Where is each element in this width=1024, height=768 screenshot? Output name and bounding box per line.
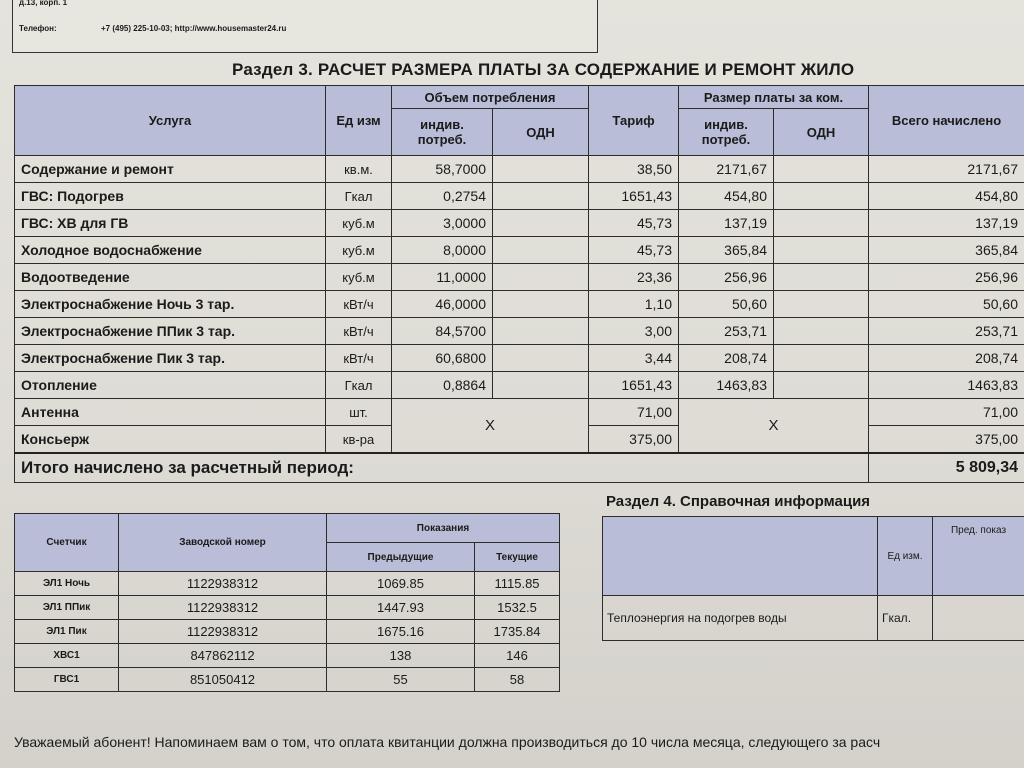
- col-tariff: Тариф: [589, 86, 679, 156]
- table-row: [15, 372, 1024, 399]
- contact-info-box: [12, 0, 598, 53]
- col-ref-unit: Ед изм.: [878, 517, 933, 596]
- payment-odn-cell: [774, 291, 869, 318]
- meter-curr: 58: [475, 668, 560, 692]
- service-name: Отопление: [15, 372, 326, 399]
- tariff-value: 71,00: [589, 399, 679, 426]
- volume-odn-cell: [493, 237, 589, 264]
- table-row: [15, 318, 1024, 345]
- volume-value: 46,0000: [392, 291, 493, 318]
- col-readings: Показания: [327, 514, 560, 543]
- meter-serial: 847862112: [119, 644, 327, 668]
- meter-prev: 1447.93: [327, 596, 475, 620]
- total-value: 365,84: [869, 237, 1024, 264]
- tariff-value: 1,10: [589, 291, 679, 318]
- volume-odn-cell: [493, 264, 589, 291]
- col-total: Всего начислено: [869, 86, 1024, 156]
- volume-value: 11,0000: [392, 264, 493, 291]
- volume-not-applicable: Х: [392, 399, 589, 454]
- payment-odn-cell: [774, 156, 869, 183]
- meter-curr: 146: [475, 644, 560, 668]
- total-value: 50,60: [869, 291, 1024, 318]
- total-value: 454,80: [869, 183, 1024, 210]
- payment-value: 2171,67: [679, 156, 774, 183]
- col-ref-pred: Пред. показ: [933, 517, 1024, 596]
- table-row: [15, 237, 1024, 264]
- tariff-value: 3,44: [589, 345, 679, 372]
- payment-odn-cell: [774, 210, 869, 237]
- service-unit: кВт/ч: [326, 345, 392, 372]
- tariff-value: 23,36: [589, 264, 679, 291]
- col-payment-ind: индив. потреб.: [679, 109, 774, 156]
- total-value: 375,00: [869, 426, 1024, 454]
- payment-value: 253,71: [679, 318, 774, 345]
- phone-text: +7 (495) 225-10-03; http://www.housemaster24.ru: [101, 24, 287, 33]
- address-text: д.13, корп. 1: [19, 0, 68, 7]
- grand-total-row: [15, 453, 1024, 483]
- payment-odn-cell: [774, 264, 869, 291]
- payment-value: 137,19: [679, 210, 774, 237]
- col-curr: Текущие: [475, 543, 560, 572]
- payment-not-applicable: Х: [679, 399, 869, 454]
- service-name: Холодное водоснабжение: [15, 237, 326, 264]
- meter-serial: 1122938312: [119, 596, 327, 620]
- service-unit: кВт/ч: [326, 318, 392, 345]
- col-unit: Ед изм: [326, 86, 392, 156]
- table-row: [15, 399, 1024, 426]
- payment-reminder: Уважаемый абонент! Напоминаем вам о том, что оплата квитанции должна производиться до 10 числа месяца, следующего за расч: [14, 734, 881, 750]
- service-name: Водоотведение: [15, 264, 326, 291]
- service-unit: кв-ра: [326, 426, 392, 454]
- service-name: Консьерж: [15, 426, 326, 454]
- col-prev: Предыдущие: [327, 543, 475, 572]
- total-value: 256,96: [869, 264, 1024, 291]
- table-row: [15, 291, 1024, 318]
- tariff-value: 3,00: [589, 318, 679, 345]
- volume-odn-cell: [493, 291, 589, 318]
- volume-odn-cell: [493, 372, 589, 399]
- col-volume-odn: ОДН: [493, 109, 589, 156]
- volume-odn-cell: [493, 318, 589, 345]
- meter-curr: 1735.84: [475, 620, 560, 644]
- col-meter: Счетчик: [15, 514, 119, 572]
- volume-odn-cell: [493, 156, 589, 183]
- meter-name: ЭЛ1 Ночь: [15, 572, 119, 596]
- meter-name: ЭЛ1 ППик: [15, 596, 119, 620]
- payment-odn-cell: [774, 183, 869, 210]
- meter-prev: 1675.16: [327, 620, 475, 644]
- tariff-value: 45,73: [589, 210, 679, 237]
- service-name: Электроснабжение Ночь 3 тар.: [15, 291, 326, 318]
- tariff-value: 1651,43: [589, 183, 679, 210]
- volume-value: 0,2754: [392, 183, 493, 210]
- volume-odn-cell: [493, 345, 589, 372]
- volume-value: 84,5700: [392, 318, 493, 345]
- service-unit: кВт/ч: [326, 291, 392, 318]
- volume-value: 58,7000: [392, 156, 493, 183]
- meters-table: [14, 513, 560, 692]
- payment-odn-cell: [774, 237, 869, 264]
- service-name: ГВС: ХВ для ГВ: [15, 210, 326, 237]
- payment-value: 1463,83: [679, 372, 774, 399]
- table-row: [15, 183, 1024, 210]
- table-row: [15, 156, 1024, 183]
- volume-value: 8,0000: [392, 237, 493, 264]
- col-volume-ind: индив. потреб.: [392, 109, 493, 156]
- service-name: Антенна: [15, 399, 326, 426]
- tariff-value: 38,50: [589, 156, 679, 183]
- col-payment-odn: ОДН: [774, 109, 869, 156]
- service-unit: Гкал: [326, 372, 392, 399]
- meter-curr: 1532.5: [475, 596, 560, 620]
- total-value: 137,19: [869, 210, 1024, 237]
- col-payment: Размер платы за ком.: [679, 86, 869, 109]
- service-name: Электроснабжение Пик 3 тар.: [15, 345, 326, 372]
- table-row: [15, 620, 560, 644]
- section3-title: Раздел 3. РАСЧЕТ РАЗМЕРА ПЛАТЫ ЗА СОДЕРЖАНИЕ И РЕМОНТ ЖИЛО: [232, 60, 855, 79]
- col-service: Услуга: [15, 86, 326, 156]
- table-row: [15, 210, 1024, 237]
- reference-table: [602, 516, 1024, 641]
- phone-label: Телефон:: [19, 24, 57, 33]
- meter-serial: 851050412: [119, 668, 327, 692]
- service-unit: куб.м: [326, 237, 392, 264]
- payment-value: 365,84: [679, 237, 774, 264]
- col-serial: Заводской номер: [119, 514, 327, 572]
- tariff-value: 1651,43: [589, 372, 679, 399]
- table-row: [15, 596, 560, 620]
- tariff-value: 375,00: [589, 426, 679, 454]
- col-volume: Объем потребления: [392, 86, 589, 109]
- meter-curr: 1115.85: [475, 572, 560, 596]
- table-row: [15, 345, 1024, 372]
- col-ref-name: [603, 517, 878, 596]
- tariff-value: 45,73: [589, 237, 679, 264]
- meter-serial: 1122938312: [119, 572, 327, 596]
- payment-value: 454,80: [679, 183, 774, 210]
- payment-value: 50,60: [679, 291, 774, 318]
- volume-value: 0,8864: [392, 372, 493, 399]
- ref-name: Теплоэнергия на подогрев воды: [603, 596, 878, 641]
- meter-serial: 1122938312: [119, 620, 327, 644]
- volume-odn-cell: [493, 210, 589, 237]
- service-unit: куб.м: [326, 210, 392, 237]
- charges-table: [14, 85, 1024, 483]
- payment-odn-cell: [774, 318, 869, 345]
- meter-name: ЭЛ1 Пик: [15, 620, 119, 644]
- total-value: 1463,83: [869, 372, 1024, 399]
- payment-value: 256,96: [679, 264, 774, 291]
- volume-odn-cell: [493, 183, 589, 210]
- payment-odn-cell: [774, 345, 869, 372]
- grand-total-value: 5 809,34: [869, 453, 1024, 483]
- total-value: 2171,67: [869, 156, 1024, 183]
- service-unit: кв.м.: [326, 156, 392, 183]
- payment-value: 208,74: [679, 345, 774, 372]
- table-row: [603, 596, 1024, 641]
- service-unit: куб.м: [326, 264, 392, 291]
- ref-unit: Гкал.: [878, 596, 933, 641]
- ref-pred-value: [933, 596, 1024, 641]
- table-row: [15, 264, 1024, 291]
- volume-value: 3,0000: [392, 210, 493, 237]
- payment-odn-cell: [774, 372, 869, 399]
- section4-title: Раздел 4. Справочная информация: [606, 493, 871, 510]
- meter-prev: 55: [327, 668, 475, 692]
- table-row: [15, 644, 560, 668]
- service-unit: шт.: [326, 399, 392, 426]
- total-value: 208,74: [869, 345, 1024, 372]
- meter-name: ХВС1: [15, 644, 119, 668]
- service-name: Электроснабжение ППик 3 тар.: [15, 318, 326, 345]
- meter-name: ГВС1: [15, 668, 119, 692]
- meter-prev: 138: [327, 644, 475, 668]
- service-name: ГВС: Подогрев: [15, 183, 326, 210]
- meter-prev: 1069.85: [327, 572, 475, 596]
- grand-total-label: Итого начислено за расчетный период:: [15, 453, 869, 483]
- table-row: [15, 668, 560, 692]
- service-name: Содержание и ремонт: [15, 156, 326, 183]
- total-value: 253,71: [869, 318, 1024, 345]
- service-unit: Гкал: [326, 183, 392, 210]
- volume-value: 60,6800: [392, 345, 493, 372]
- table-row: [15, 572, 560, 596]
- total-value: 71,00: [869, 399, 1024, 426]
